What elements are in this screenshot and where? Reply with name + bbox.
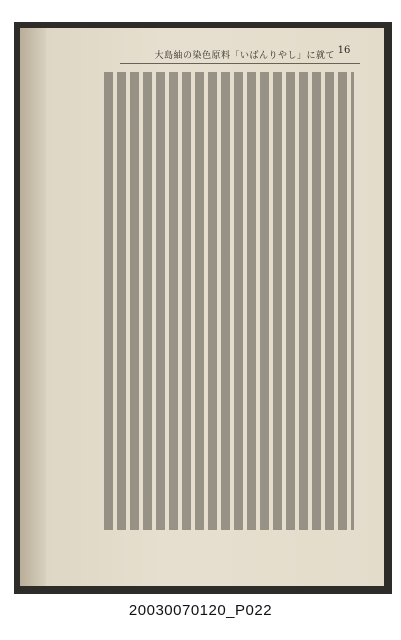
body-text-columns [104, 72, 354, 530]
header-rule [120, 63, 360, 64]
image-caption: 20030070120_P022 [128, 602, 273, 619]
page-number: 16 [337, 45, 351, 56]
running-header: 大島紬の染色原料「いばんりやし」に就て [154, 51, 335, 60]
page-gutter [20, 28, 46, 586]
